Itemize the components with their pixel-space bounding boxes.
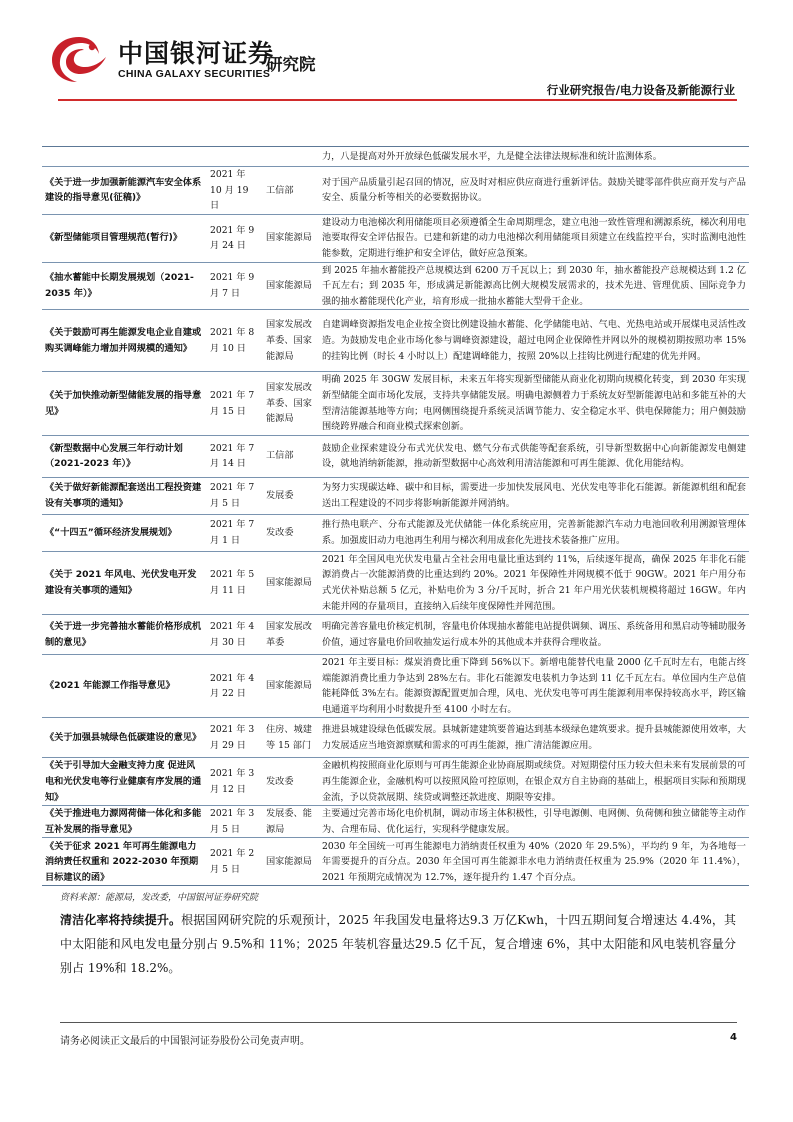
disclaimer: 请务必阅读正文最后的中国银河证券股份公司免责声明。 [60, 1036, 310, 1047]
policy-issuer: 发展委、能源局 [263, 806, 319, 838]
policy-issuer: 国家能源局 [263, 214, 319, 262]
policy-issuer: 国家发展改革委、国家能源局 [263, 372, 319, 435]
page-number: 4 [730, 1032, 737, 1043]
brand-institute: 研究院 [266, 55, 316, 74]
table-row [42, 372, 749, 435]
policy-name: 《关于加强县城绿色低碳建设的意见》 [42, 718, 207, 758]
brand-name-en: CHINA GALAXY SECURITIES [118, 68, 271, 80]
policy-name: 《“十四五”循环经济发展规划》 [42, 514, 207, 551]
policy-date: 2021 年 5 月 11 日 [207, 551, 263, 614]
policy-name: 《抽水蓄能中长期发展规划（2021-2035 年）》 [42, 262, 207, 310]
policy-issuer: 国家能源局 [263, 838, 319, 886]
policy-date: 2021 年 9 月 24 日 [207, 214, 263, 262]
policy-name: 《2021 年能源工作指导意见》 [42, 655, 207, 718]
policy-name: 《新型数据中心发展三年行动计划（2021-2023 年）》 [42, 435, 207, 477]
policy-summary: 金融机构按照商业化原则与可再生能源企业协商展期或续贷。对短期偿付压力较大但未来有发展前景的可再生能源企业，金融机构可以按照风险可控原则，在银企双方自主协商的基础上，根据项目实际和预期现金流，予以贷款展期、续贷或调整还款进度、期限等安排。 [319, 758, 749, 806]
table-row [42, 806, 749, 838]
policy-issuer: 工信部 [263, 167, 319, 215]
table-row [42, 615, 749, 655]
galaxy-swirl-logo-icon [48, 33, 110, 85]
policy-name: 《关于进一步完善抽水蓄能价格形成机制的意见》 [42, 615, 207, 655]
policy-table [42, 146, 749, 886]
policy-summary: 2030 年全国统一可再生能源电力消纳责任权重为 40%（2020 年 29.5%），平均约 9 年，为各地每一年需要提升的百分点。2030 年全国可再生能源非水电力消纳责任权重为 25.9%（2020 年 11.4%），2021 年预期完成情况为 12.7%，逐年提升约 1.47 个百分点。 [319, 838, 749, 886]
policy-summary: 2021 年全国风电光伏发电量占全社会用电量比重达到约 11%，后续逐年提高，确保 2025 年非化石能源消费占一次能源消费的比重达到约 20%。2021 年保障性并网规模不低于 90GW。2021 年户用分布式光伏补贴总额 5 亿元，补贴电价为 3 分/千瓦时，折合 21 年户用光伏装机规模将超过 16GW。年内未能并网的存量项目，直接纳入后续年度保障性并网范围。 [319, 551, 749, 614]
table-row [42, 147, 749, 167]
policy-date: 2021 年 7 月 5 日 [207, 477, 263, 514]
policy-date: 2021 年 7 月 15 日 [207, 372, 263, 435]
policy-summary: 推行热电联产、分布式能源及光伏储能一体化系统应用，完善新能源汽车动力电池回收利用溯源管理体系。加强废旧动力电池再生利用与梯次利用成套化先进技术装备推广应用。 [319, 514, 749, 551]
policy-summary: 为努力实现碳达峰、碳中和目标，需要进一步加快发展风电、光伏发电等非化石能源。新能源机组和配套送出工程建设的不同步将影响新能源并网消纳。 [319, 477, 749, 514]
policy-date: 2021 年 3 月 12 日 [207, 758, 263, 806]
policy-summary: 力，八是提高对外开放绿色低碳发展水平，九是健全法律法规标准和统计监测体系。 [319, 147, 749, 167]
policy-name: 《关于引导加大金融支持力度 促进风电和光伏发电等行业健康有序发展的通知》 [42, 758, 207, 806]
policy-issuer [263, 147, 319, 167]
policy-summary: 2021 年主要目标：煤炭消费比重下降到 56%以下。新增电能替代电量 2000 亿千瓦时左右，电能占终端能源消费比重力争达到 28%左右。非化石能源发电装机力争达到 11 亿千瓦左右。单位国内生产总值能耗降低 3%左右。能源资源配置更加合理，风电、光伏发电等可再生能源利用率保持较高水平，跨区输电通道平均利用小时数提升至 4100 小时左右。 [319, 655, 749, 718]
policy-date [207, 147, 263, 167]
table-row [42, 477, 749, 514]
table-row [42, 718, 749, 758]
body-paragraph [60, 908, 736, 980]
table-row [42, 514, 749, 551]
source-note: 资料来源：能源局，发改委，中国银河证券研究院 [60, 893, 259, 903]
policy-summary: 自建调峰资源指发电企业按全资比例建设抽水蓄能、化学储能电站、气电、光热电站或开展煤电灵活性改造。为鼓励发电企业市场化参与调峰资源建设，超过电网企业保障性并网以外的规模初期按照功率 15%的挂钩比例（时长 4 小时以上）配建调峰能力，按照 20%以上挂钩比例进行配建的优先并网。 [319, 310, 749, 372]
policy-name: 《关于鼓励可再生能源发电企业自建或购买调峰能力增加并网规模的通知》 [42, 310, 207, 372]
policy-name [42, 147, 207, 167]
policy-summary: 对于国产品质量引起召回的情况，应及时对相应供应商进行重新评估。鼓励关键零部件供应商开发与产品安全、质量分析等相关的必要数据协议。 [319, 167, 749, 215]
policy-date: 2021 年 8 月 10 日 [207, 310, 263, 372]
policy-summary: 主要通过完善市场化电价机制，调动市场主体积极性，引导电源侧、电网侧、负荷侧和独立储能等主动作为、合理布局、优化运行，实现科学健康发展。 [319, 806, 749, 838]
table-row [42, 214, 749, 262]
table-row [42, 655, 749, 718]
policy-name: 《新型储能项目管理规范(暂行)》 [42, 214, 207, 262]
policy-name: 《关于进一步加强新能源汽车安全体系建设的指导意见(征稿)》 [42, 167, 207, 215]
policy-name: 《关于加快推动新型储能发展的指导意见》 [42, 372, 207, 435]
policy-date: 2021 年 4 月 30 日 [207, 615, 263, 655]
table-row [42, 838, 749, 886]
footer-divider [60, 1022, 737, 1023]
policy-issuer: 国家能源局 [263, 551, 319, 614]
policy-date: 2021 年 4 月 22 日 [207, 655, 263, 718]
policy-issuer: 工信部 [263, 435, 319, 477]
table-row [42, 758, 749, 806]
policy-name: 《关于推进电力源网荷储一体化和多能互补发展的指导意见》 [42, 806, 207, 838]
policy-summary: 建设动力电池梯次利用储能项目必须遵循全生命周期理念，建立电池一致性管理和溯源系统，梯次利用电池要取得安全评估报告。已建和新建的动力电池梯次利用储能项目须建立在线监控平台，实时监测电池性能参数，定期进行维护和安全评估，做好应急预案。 [319, 214, 749, 262]
policy-issuer: 住房、城建等 15 部门 [263, 718, 319, 758]
policy-issuer: 国家发展改革委、国家能源局 [263, 310, 319, 372]
policy-date: 2021 年 3 月 29 日 [207, 718, 263, 758]
paragraph-lead: 清洁化率将持续提升。 [60, 913, 182, 927]
policy-issuer: 国家能源局 [263, 655, 319, 718]
policy-issuer: 国家发展改革委 [263, 615, 319, 655]
table-row [42, 310, 749, 372]
policy-name: 《关于征求 2021 年可再生能源电力消纳责任权重和 2022-2030 年预期目标建议的函》 [42, 838, 207, 886]
policy-issuer: 国家能源局 [263, 262, 319, 310]
policy-issuer: 发改委 [263, 514, 319, 551]
policy-name: 《关于 2021 年风电、光伏发电开发建设有关事项的通知》 [42, 551, 207, 614]
policy-summary: 推进县城建设绿色低碳发展。县城新建建筑要普遍达到基本级绿色建筑要求。提升县城能源使用效率，大力发展适应当地资源禀赋和需求的可再生能源，推广清洁能源应用。 [319, 718, 749, 758]
policy-date: 2021 年 3 月 5 日 [207, 806, 263, 838]
policy-date: 2021 年 9 月 7 日 [207, 262, 263, 310]
table-row [42, 167, 749, 215]
policy-summary: 鼓励企业探索建设分布式光伏发电、燃气分布式供能等配套系统，引导新型数据中心向新能源发电侧建设，就地消纳新能源，推动新型数据中心高效利用清洁能源和可再生能源、优化用能结构。 [319, 435, 749, 477]
policy-summary: 明确 2025 年 30GW 发展目标，未来五年将实现新型储能从商业化初期向规模化转变，到 2030 年实现新型储能全面市场化发展，支持共享储能发展。明确电源侧着力于系统友好型新能源电站和多能互补的大型清洁能源基地等方向；电网侧围绕提升系统灵活调节能力、安全稳定水平、供电保障能力；用户侧鼓励围绕跨界融合和商业模式探索创新。 [319, 372, 749, 435]
policy-date: 2021 年 10 月 19 日 [207, 167, 263, 215]
policy-issuer: 发展委 [263, 477, 319, 514]
policy-name: 《关于做好新能源配套送出工程投资建设有关事项的通知》 [42, 477, 207, 514]
policy-date: 2021 年 7 月 1 日 [207, 514, 263, 551]
report-type: 行业研究报告/电力设备及新能源行业 [546, 83, 735, 97]
brand-name-cn: 中国银河证券 [118, 39, 275, 68]
table-row [42, 435, 749, 477]
table-row [42, 262, 749, 310]
policy-summary: 到 2025 年抽水蓄能投产总规模达到 6200 万千瓦以上；到 2030 年，抽水蓄能投产总规模达到 1.2 亿千瓦左右；到 2035 年，形成满足新能源高比例大规模发展需求的，技术先进、管理优质、国际竞争力强的抽水蓄能现代化产业，培育形成一批抽水蓄能大型骨干企业。 [319, 262, 749, 310]
policy-date: 2021 年 2 月 5 日 [207, 838, 263, 886]
header-divider [58, 99, 737, 101]
policy-summary: 明确完善容量电价核定机制，容量电价体现抽水蓄能电站提供调频、调压、系统备用和黑启动等辅助服务价值，通过容量电价回收抽发运行成本外的其他成本并获得合理收益。 [319, 615, 749, 655]
policy-table-body [42, 147, 749, 886]
policy-issuer: 发改委 [263, 758, 319, 806]
policy-date: 2021 年 7 月 14 日 [207, 435, 263, 477]
policy-table-wrap [42, 146, 749, 886]
paragraph-body: 根据国网研究院的乐观预计，2025 年我国发电量将达9.3 万亿Kwh，十四五期间复合增速达 4.4%，其中太阳能和风电发电量分别占 9.5%和 11%；2025 年装机容量达29.5 亿千瓦，复合增速 6%，其中太阳能和风电装机容量分别占 19%和 18.2%。 [60, 913, 736, 975]
table-row [42, 551, 749, 614]
